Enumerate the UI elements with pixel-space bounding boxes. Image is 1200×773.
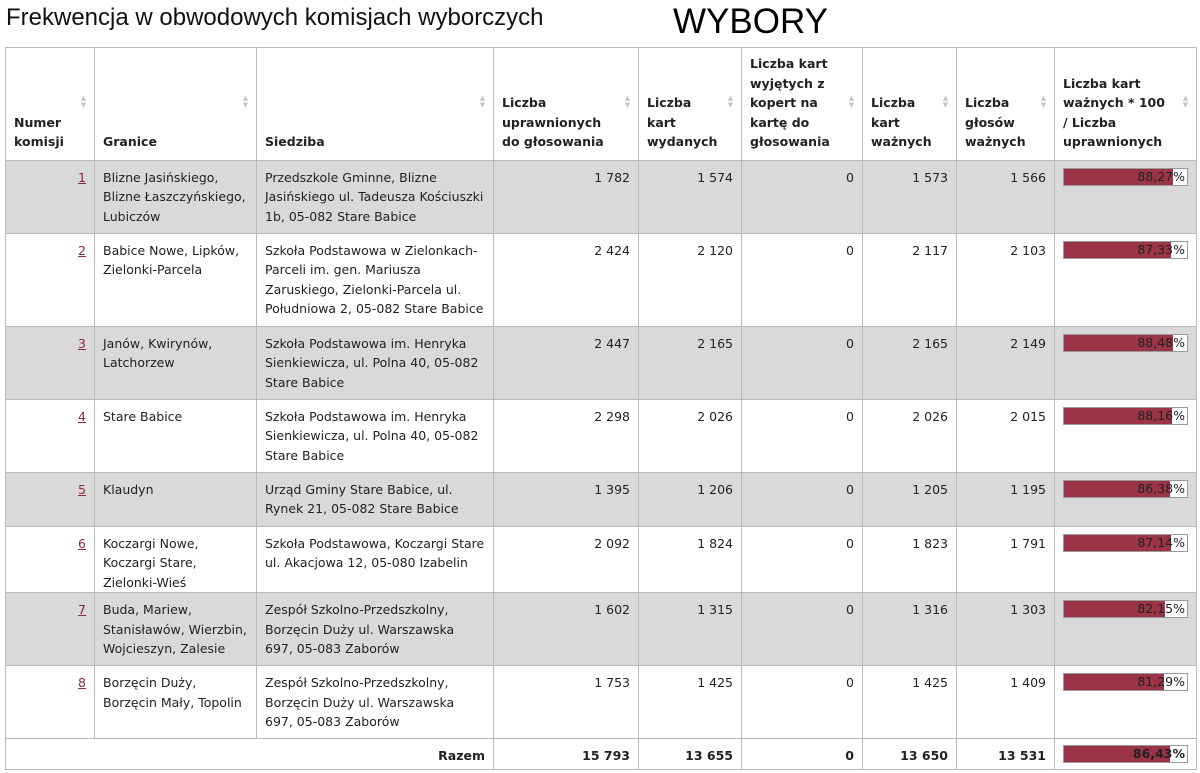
commission-link[interactable]: 8 (78, 675, 86, 690)
glosow-cell: 1 303 (957, 593, 1055, 666)
uprawnionych-cell: 1 395 (494, 472, 639, 526)
page-title: Frekwencja w obwodowych komisjach wyborczych (6, 4, 544, 31)
waznych-cell: 2 117 (863, 233, 957, 326)
total-waznych: 13 650 (863, 739, 957, 770)
siedziba-cell: Zespół Szkolno-Przedszkolny, Borzęcin Duży ul. Warszawska 697, 05-083 Zaborów (257, 593, 494, 666)
turnout-bar (1063, 407, 1188, 425)
sort-icon: ▲ ▼ (479, 94, 486, 109)
waznych-cell: 1 425 (863, 666, 957, 739)
siedziba-cell: Zespół Szkolno-Przedszkolny, Borzęcin Duży ul. Warszawska 697, 05-083 Zaborów (257, 666, 494, 739)
turnout-value: 87,14% (1137, 534, 1185, 550)
turnout-value: 81,29% (1137, 674, 1185, 689)
turnout-bar (1063, 241, 1188, 259)
sort-icon: ▲ ▼ (1040, 94, 1047, 109)
turnout-table (5, 47, 1197, 770)
turnout-bar (1063, 480, 1188, 498)
wydanych-cell: 1 425 (639, 666, 742, 739)
siedziba-cell: Szkoła Podstawowa, Koczargi Stare ul. Akacjowa 12, 05-080 Izabelin (257, 526, 494, 593)
siedziba-cell: Urząd Gminy Stare Babice, ul. Rynek 21, 05-082 Stare Babice (257, 472, 494, 526)
granice-cell: Borzęcin Duży, Borzęcin Mały, Topolin (95, 666, 257, 739)
wydanych-cell: 1 824 (639, 526, 742, 593)
sort-icon: ▲ ▼ (242, 94, 249, 109)
turnout-bar (1063, 600, 1188, 618)
frekwencja-cell (1055, 160, 1197, 233)
commission-link[interactable]: 5 (78, 481, 86, 497)
wydanych-cell: 1 315 (639, 593, 742, 666)
turnout-value: 87,33% (1137, 241, 1185, 257)
col-header-uprawnionych[interactable]: Liczba uprawnionych do głosowania ▲ ▼ (494, 48, 639, 161)
waznych-cell: 1 205 (863, 472, 957, 526)
waznych-cell: 1 316 (863, 593, 957, 666)
waznych-cell: 1 573 (863, 160, 957, 233)
total-uprawnionych: 15 793 (494, 739, 639, 770)
glosow-cell: 1 566 (957, 160, 1055, 233)
table-row (6, 233, 1197, 326)
col-header-glosow[interactable]: Liczba głosów ważnych ▲ ▼ (957, 48, 1055, 161)
wyjetych-cell: 0 (742, 666, 863, 739)
sort-icon: ▲ ▼ (848, 94, 855, 109)
sort-icon: ▲ ▼ (727, 94, 734, 109)
wyjetych-cell: 0 (742, 472, 863, 526)
table-row (6, 399, 1197, 472)
commission-link[interactable]: 3 (78, 335, 86, 351)
wyjetych-cell: 0 (742, 526, 863, 593)
siedziba-cell: Szkoła Podstawowa im. Henryka Sienkiewicza, ul. Polna 40, 05-082 Stare Babice (257, 399, 494, 472)
col-header-wyjetych[interactable]: Liczba kart wyjętych z kopert na kartę do głosowania ▲ ▼ (742, 48, 863, 161)
uprawnionych-cell: 1 753 (494, 666, 639, 739)
glosow-cell: 2 149 (957, 326, 1055, 399)
glosow-cell: 2 103 (957, 233, 1055, 326)
wyjetych-cell: 0 (742, 160, 863, 233)
commission-link[interactable]: 7 (78, 602, 86, 617)
waznych-cell: 2 026 (863, 399, 957, 472)
wyjetych-cell: 0 (742, 326, 863, 399)
wydanych-cell: 2 026 (639, 399, 742, 472)
col-header-wydanych[interactable]: Liczba kart wydanych ▲ ▼ (639, 48, 742, 161)
commission-number-cell (6, 160, 95, 233)
frekwencja-cell (1055, 666, 1197, 739)
wyjetych-cell: 0 (742, 399, 863, 472)
siedziba-cell: Szkoła Podstawowa im. Henryka Sienkiewicza, ul. Polna 40, 05-082 Stare Babice (257, 326, 494, 399)
brand-logo: WYBORY (673, 2, 828, 41)
granice-cell: Buda, Mariew, Stanisławów, Wierzbin, Wojcieszyn, Zalesie (95, 593, 257, 666)
uprawnionych-cell: 2 447 (494, 326, 639, 399)
wydanych-cell: 2 120 (639, 233, 742, 326)
total-row (6, 739, 1197, 770)
col-header-frekwencja[interactable]: Liczba kart ważnych * 100 / Liczba uprawnionych ▲ ▼ (1055, 48, 1197, 161)
total-wydanych: 13 655 (639, 739, 742, 770)
table-row (6, 593, 1197, 666)
table-row (6, 326, 1197, 399)
total-label: Razem (6, 739, 494, 770)
wydanych-cell: 1 574 (639, 160, 742, 233)
total-frekwencja-cell (1055, 739, 1197, 770)
commission-link[interactable]: 6 (78, 535, 86, 551)
header-row (6, 48, 1197, 161)
siedziba-cell: Przedszkole Gminne, Blizne Jasińskiego ul. Tadeusza Kościuszki 1b, 05-082 Stare Babice (257, 160, 494, 233)
waznych-cell: 2 165 (863, 326, 957, 399)
granice-cell: Stare Babice (95, 399, 257, 472)
frekwencja-cell (1055, 326, 1197, 399)
commission-number-cell (6, 326, 95, 399)
frekwencja-cell (1055, 472, 1197, 526)
uprawnionych-cell: 1 602 (494, 593, 639, 666)
commission-number-cell (6, 472, 95, 526)
col-header-granice[interactable]: Granice ▲ ▼ (95, 48, 257, 161)
table-row (6, 666, 1197, 739)
sort-icon: ▲ ▼ (80, 94, 87, 109)
turnout-value: 82,15% (1137, 601, 1185, 616)
commission-number-cell (6, 666, 95, 739)
turnout-bar (1063, 673, 1188, 691)
uprawnionych-cell: 1 782 (494, 160, 639, 233)
turnout-bar (1063, 745, 1188, 763)
siedziba-cell: Szkoła Podstawowa w Zielonkach-Parceli im. gen. Mariusza Zaruskiego, Zielonki-Parcela ul. Południowa 2, 05-082 Stare Babice (257, 233, 494, 326)
turnout-value: 86,43% (1132, 746, 1185, 761)
col-header-siedziba[interactable]: Siedziba ▲ ▼ (257, 48, 494, 161)
wyjetych-cell: 0 (742, 593, 863, 666)
granice-cell: Babice Nowe, Lipków, Zielonki-Parcela (95, 233, 257, 326)
frekwencja-cell (1055, 526, 1197, 593)
commission-link[interactable]: 2 (78, 242, 86, 258)
glosow-cell: 1 195 (957, 472, 1055, 526)
turnout-bar (1063, 534, 1188, 552)
frekwencja-cell (1055, 593, 1197, 666)
table-row (6, 472, 1197, 526)
frekwencja-cell (1055, 399, 1197, 472)
total-wyjetych: 0 (742, 739, 863, 770)
glosow-cell: 2 015 (957, 399, 1055, 472)
granice-cell: Janów, Kwirynów, Latchorzew (95, 326, 257, 399)
glosow-cell: 1 409 (957, 666, 1055, 739)
commission-number-cell (6, 399, 95, 472)
total-glosow: 13 531 (957, 739, 1055, 770)
waznych-cell: 1 823 (863, 526, 957, 593)
table-row (6, 526, 1197, 593)
uprawnionych-cell: 2 298 (494, 399, 639, 472)
turnout-value: 86,38% (1137, 480, 1185, 496)
glosow-cell: 1 791 (957, 526, 1055, 593)
wydanych-cell: 2 165 (639, 326, 742, 399)
turnout-bar (1063, 168, 1188, 186)
sort-icon: ▲ ▼ (942, 94, 949, 109)
col-header-numer[interactable]: Numer komisji ▲ ▼ (6, 48, 95, 161)
sort-icon: ▲ ▼ (1182, 94, 1189, 109)
granice-cell: Blizne Jasińskiego, Blizne Łaszczyńskiego, Lubiczów (95, 160, 257, 233)
commission-link[interactable]: 1 (78, 169, 86, 185)
granice-cell: Klaudyn (95, 472, 257, 526)
frekwencja-cell (1055, 233, 1197, 326)
commission-number-cell (6, 233, 95, 326)
turnout-value: 88,48% (1137, 334, 1185, 350)
uprawnionych-cell: 2 092 (494, 526, 639, 593)
wydanych-cell: 1 206 (639, 472, 742, 526)
table-row (6, 160, 1197, 233)
commission-number-cell (6, 526, 95, 593)
granice-cell: Koczargi Nowe, Koczargi Stare, Zielonki-Wieś (95, 526, 257, 593)
col-header-waznych[interactable]: Liczba kart ważnych ▲ ▼ (863, 48, 957, 161)
turnout-bar (1063, 334, 1188, 352)
sort-icon: ▲ ▼ (624, 94, 631, 109)
commission-link[interactable]: 4 (78, 408, 86, 424)
uprawnionych-cell: 2 424 (494, 233, 639, 326)
wyjetych-cell: 0 (742, 233, 863, 326)
commission-number-cell (6, 593, 95, 666)
turnout-value: 88,27% (1137, 168, 1185, 184)
turnout-value: 88,16% (1137, 407, 1185, 423)
